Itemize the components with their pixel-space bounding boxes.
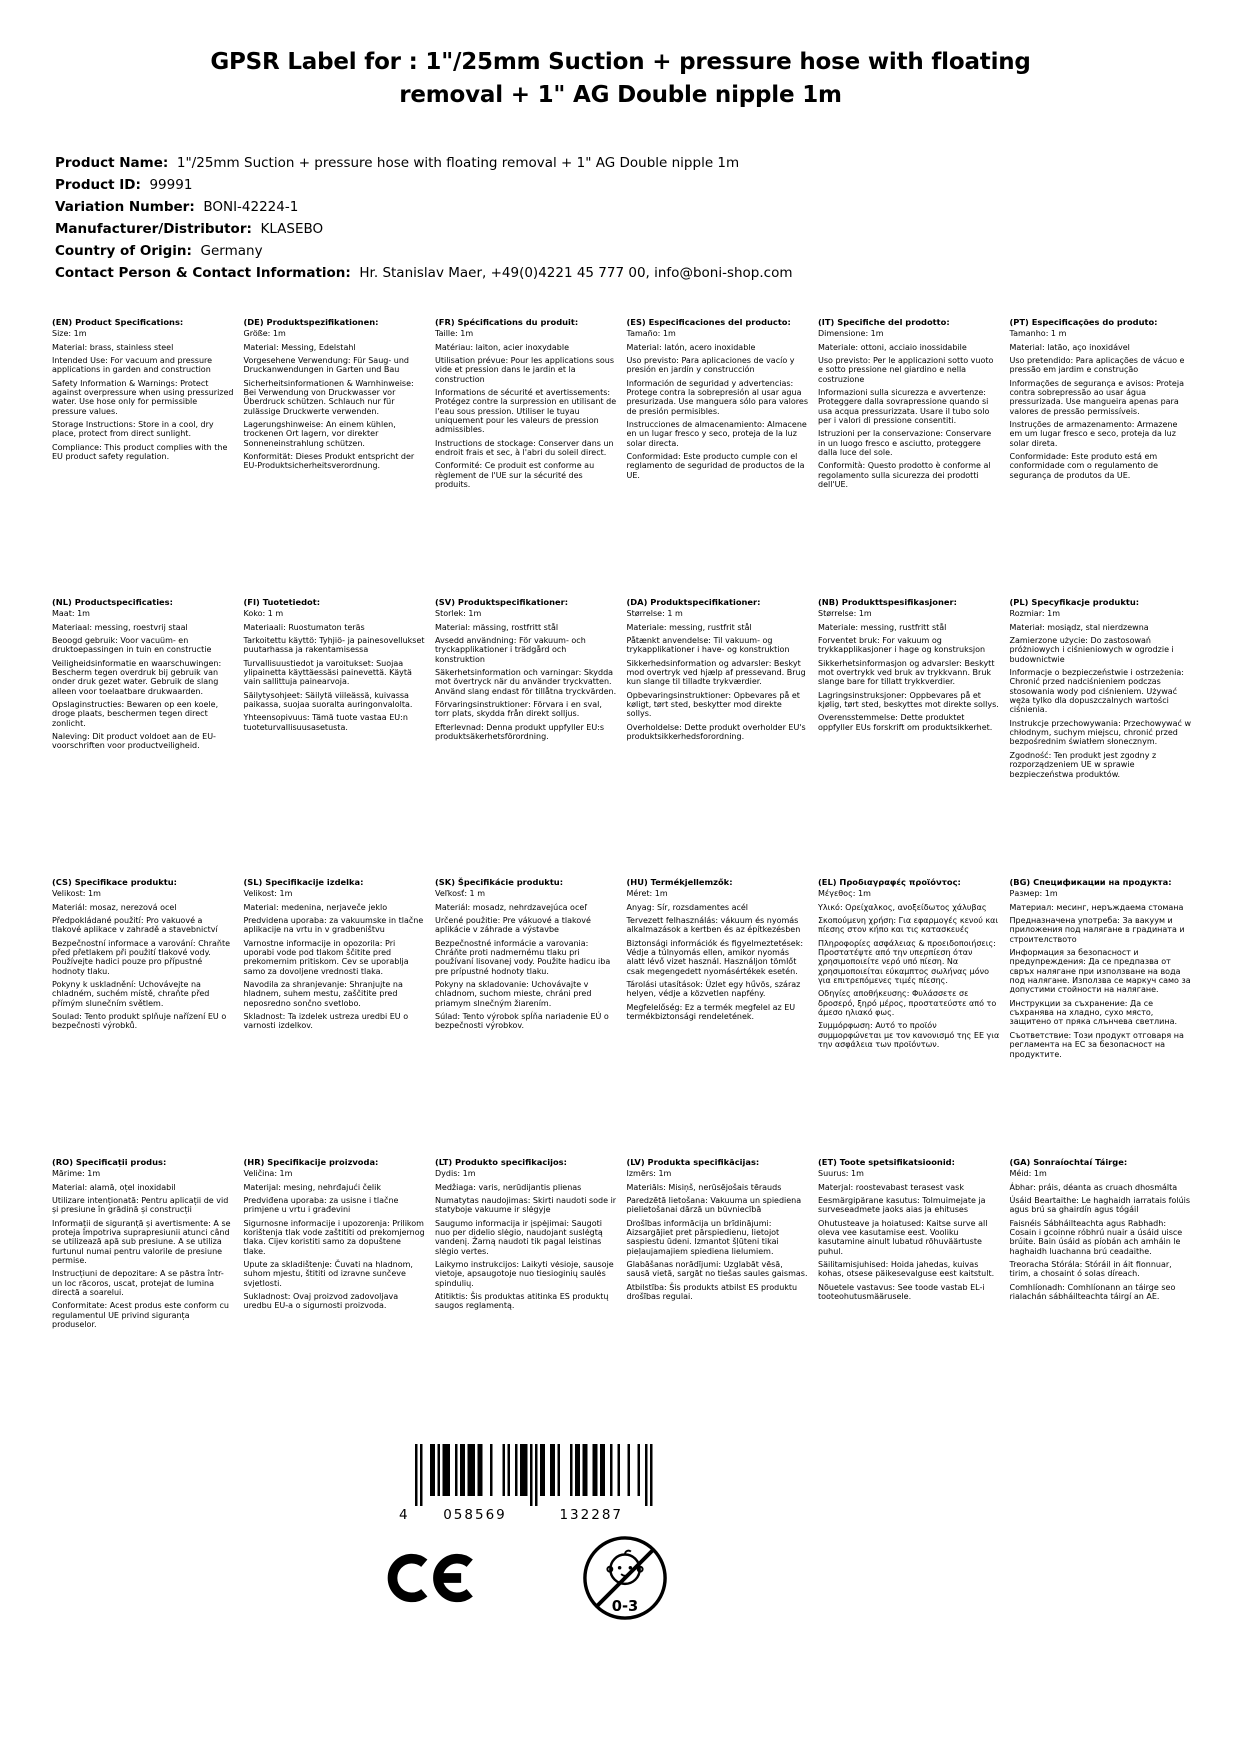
block-paragraph: Información de seguridad y advertencias: Protege contra la sobrepresión al usar agua presurizada. Use manguera sólo para valores de presión permisibles.	[626, 378, 808, 416]
block-paragraph: Größe: 1m	[243, 329, 286, 339]
barcode-prefix-digit: 4	[398, 1507, 410, 1523]
block-paragraph: Atbilstība: Šis produkts atbilst ES produktu drošības regulai.	[626, 1282, 798, 1302]
product-info-label: Country of Origin:	[55, 242, 192, 259]
block-paragraph: Overholdelse: Dette produkt overholder EU's produktsikkerhedsforordning.	[626, 722, 806, 742]
page-title: GPSR Label for : 1"/25mm Suction + pressure hose with floating removal + 1" AG Double nipple 1m	[210, 49, 1031, 108]
block-paragraph: Medžiaga: varis, nerūdijantis plienas	[435, 1182, 582, 1192]
product-info-row	[55, 153, 1241, 175]
block-paragraph: Materiale: ottoni, acciaio inossidabile	[818, 342, 967, 352]
block-paragraph: Informações de segurança e avisos: Proteja contra sobrepressão ao usar água pressurizada. Use mangueira apenas para valores de pressão permissíveis.	[1009, 378, 1184, 416]
block-paragraph: Informacje o bezpieczeństwie i ostrzeżenia: Chronić przed nadciśnieniem podczas stosowania wody pod ciśnieniem. Używać węża tylko dla dopuszczalnych wartości ciśnienia.	[1009, 667, 1184, 715]
block-paragraph: Atitiktis: Šis produktas atitinka ES produktų saugos reglamentą.	[435, 1292, 609, 1311]
barcode-bar	[445, 1444, 448, 1496]
block-paragraph: Pokyny na skladovanie: Uchovávajte v chladnom, suchom mieste, chráni pred priamym slnečným žiarením.	[435, 980, 592, 1008]
block-paragraph: Treoracha Stórála: Stóráil in áit fionnuar, tirim, a chosaint ó solas díreach.	[1009, 1260, 1172, 1279]
barcode-bar	[502, 1444, 505, 1496]
ean13-barcode-icon	[397, 1442, 659, 1522]
block-paragraph: Avsedd användning: För vakuum- och tryckapplikationer i trädgård och konstruktion	[435, 635, 586, 664]
lang-block-lv	[627, 1158, 809, 1438]
barcode	[0, 1442, 1148, 1522]
block-heading: (ET) Toote spetsifikatsioonid:	[818, 1157, 955, 1168]
lang-block-sv	[435, 598, 617, 878]
age-warning-label: 0-3	[611, 1598, 639, 1616]
product-info-value: KLASEBO	[251, 220, 324, 237]
block-paragraph: Varnostne informacije in opozorila: Pri uporabi vode pod tlakom ščitite pred prekomernim pritiskom. Cev se uporablja samo za dovoljene vrednosti tlaka.	[243, 938, 409, 976]
block-heading: (HR) Specifikacije proizvoda:	[243, 1157, 379, 1168]
lang-block-ga	[1010, 1158, 1192, 1438]
barcode-bar	[542, 1444, 545, 1496]
block-paragraph: Sigurnosne informacije i upozorenja: Prilikom korištenja tlak vode zaštititi od prekomjernog tlaka. Cijev koristiti samo za dopuštene tlake.	[243, 1218, 425, 1256]
product-info-value: Hr. Stanislav Maer, +49(0)4221 45 777 00, info@boni-shop.com	[350, 264, 793, 281]
lang-block-fr	[435, 318, 617, 598]
lang-block-es	[627, 318, 809, 598]
block-paragraph: Suurus: 1m	[818, 1169, 864, 1179]
lang-block-pt	[1010, 318, 1192, 598]
block-paragraph: Comhlíonadh: Comhlíonann an táirge seo rialachán sábháilteachta táirgí an AE.	[1009, 1282, 1176, 1302]
barcode-bar	[490, 1444, 493, 1496]
lang-block-nl	[52, 598, 234, 878]
block-paragraph: Súlad: Tento výrobok spĺňa nariadenie EÚ o bezpečnosti výrobkov.	[435, 1012, 609, 1031]
block-paragraph: Veiligheidsinformatie en waarschuwingen: Bescherm tegen overdruk bij gebruik van onder druk gezet water. Gebruik de slang alleen voor toelaatbare drukwaarden.	[52, 658, 222, 696]
lang-block-en	[52, 318, 234, 598]
block-paragraph: Μέγεθος: 1m	[818, 889, 871, 899]
block-paragraph: Opbevaringsinstruktioner: Opbevares på et køligt, tørt sted, beskytter mod direkte sollys.	[626, 690, 800, 719]
barcode-bar	[522, 1444, 525, 1496]
block-heading: (PT) Especificações do produto:	[1009, 317, 1158, 328]
barcode-bar	[650, 1444, 653, 1506]
block-paragraph: Velikost: 1m	[243, 889, 293, 899]
barcode-bar	[602, 1444, 605, 1496]
block-paragraph: Uso previsto: Para aplicaciones de vacío y presión en jardín y construcción	[626, 355, 795, 375]
block-paragraph: Bezpečnostní informace a varování: Chraňte před přetlakem při použití tlakové vody. Používejte hadici pouze pro přípustné hodnoty tlaku.	[52, 938, 231, 976]
block-paragraph: Størrelse: 1 m	[626, 609, 683, 619]
barcode-bar	[472, 1444, 475, 1496]
block-paragraph: Úsáid Beartaithe: Le haghaidh iarratais folúis agus brú sa ghairdín agus tógáil	[1009, 1195, 1191, 1215]
block-paragraph: Turvallisuustiedot ja varoitukset: Suojaa ylipainetta käyttäessäsi painevettä. Käytä vain sallittuja painearvoja.	[243, 658, 412, 687]
block-paragraph: Compliance: This product complies with the EU product safety regulation.	[52, 442, 228, 462]
barcode-bar	[455, 1444, 458, 1496]
barcode-bar	[477, 1444, 480, 1496]
product-info-row	[55, 263, 1241, 285]
barcode-bar	[507, 1444, 510, 1496]
block-paragraph: Conformidad: Este producto cumple con el reglamento de seguridad de productos de la UE.	[626, 452, 805, 480]
block-heading: (SK) Špecifikácie produktu:	[435, 877, 564, 888]
block-heading: (EN) Product Specifications:	[52, 317, 184, 328]
block-paragraph: Informazioni sulla sicurezza e avvertenze: Proteggere dalla sovrapressione quando si usa acqua pressurizzata. Usare il tubo solo per i valori di pressione consentiti.	[818, 387, 990, 426]
block-paragraph: Instrucțiuni de depozitare: A se păstra într-un loc răcoros, uscat, protejat de lumina directă a soarelui.	[52, 1269, 224, 1298]
block-heading: (PL) Specyfikacje produktu:	[1009, 597, 1140, 608]
block-heading: (SL) Specifikacije izdelka:	[243, 877, 364, 888]
block-paragraph: Zgodność: Ten produkt jest zgodny z rozporządzeniem UE w sprawie bezpieczeństwa produktów.	[1009, 750, 1157, 779]
block-paragraph: Biztonsági információk és figyelmeztetések: Védje a túlnyomás ellen, amikor nyomás alatt lévő vizet használ. Használjon tömlőt csak megengedett nyomásértékek esetén.	[626, 938, 804, 976]
block-paragraph: Tervezett felhasználás: vákuum és nyomás alkalmazások a kertben és az építkezésben	[626, 915, 801, 935]
block-paragraph: Instrukcje przechowywania: Przechowywać w chłodnym, suchym miejscu, chronić przed bezpośrednim światłem słonecznym.	[1009, 718, 1191, 747]
block-paragraph: Predviđena uporaba: za usisne i tlačne primjene u vrtu i građevini	[243, 1195, 399, 1215]
lang-block-et	[818, 1158, 1000, 1438]
lang-block-el	[818, 878, 1000, 1158]
block-paragraph: Sukladnost: Ovaj proizvod zadovoljava uredbu EU-a o sigurnosti proizvoda.	[243, 1292, 399, 1311]
block-paragraph: Uso previsto: Per le applicazioni sotto vuoto e sotto pressione nel giardino e nella costruzione	[818, 355, 994, 384]
product-info-value: 1"/25mm Suction + pressure hose with floating removal + 1" AG Double nipple 1m	[168, 155, 740, 172]
block-paragraph: Οδηγίες αποθήκευσης: Φυλάσσετε σε δροσερό, ξηρό μέρος, προστατεύστε από το άμεσο ηλιακό φως.	[818, 989, 997, 1018]
block-paragraph: Numatytas naudojimas: Skirti naudoti sode ir statyboje vakuume ir slėgyje	[435, 1195, 617, 1215]
block-paragraph: Tamaño: 1m	[626, 329, 676, 339]
block-heading: (DE) Produktspezifikationen:	[243, 317, 379, 328]
block-heading: (DA) Produktspecifikationer:	[626, 597, 761, 608]
block-paragraph: Conformitate: Acest produs este conform cu regulamentul UE privind siguranța produselor.	[52, 1301, 229, 1330]
block-paragraph: Skladnost: Ta izdelek ustreza uredbi EU o varnosti izdelkov.	[243, 1012, 409, 1031]
block-heading: (LV) Produkta specifikācijas:	[626, 1157, 760, 1168]
barcode-bar	[585, 1444, 588, 1496]
product-info-value: BONI-42224-1	[194, 199, 299, 216]
block-paragraph: Koko: 1 m	[243, 609, 284, 619]
block-paragraph: Mărime: 1m	[52, 1169, 101, 1179]
lang-block-pl	[1010, 598, 1192, 878]
product-info-label: Variation Number:	[55, 199, 195, 216]
block-paragraph: Materjal: roostevabast terasest vask	[818, 1182, 964, 1192]
lang-block-sk	[435, 878, 617, 1158]
block-paragraph: Instrucciones de almacenamiento: Almacene en un lugar fresco y seco, proteja de la luz solar directa.	[626, 420, 807, 448]
block-paragraph: Upute za skladištenje: Čuvati na hladnom, suhom mjestu, štititi od izravne sunčeve svjetlosti.	[243, 1260, 413, 1288]
lang-block-hu	[627, 878, 809, 1158]
block-paragraph: Инструкции за съхранение: Да се съхранява на хладно, сухо място, защитено от пряка слънчева светлина.	[1009, 998, 1178, 1027]
block-paragraph: Maat: 1m	[52, 609, 90, 619]
block-paragraph: Instructions de stockage: Conserver dans un endroit frais et sec, à l'abri du soleil direct.	[435, 438, 614, 458]
block-paragraph: Faisnéis Sábháilteachta agus Rabhadh: Cosain i gcoinne róbhrú nuair a úsáid uisce brúite. Bain úsáid as píobán ach amháin le haghaidh luachanna brú ceadaithe.	[1009, 1218, 1183, 1256]
block-paragraph: Информация за безопасност и предупреждения: Да се предпазва от свръх налягане при използване на вода под налягане. Използва се маркуч само за допустими стойности на налягане.	[1009, 947, 1191, 995]
block-paragraph: Paredzētā lietošana: Vakuuma un spiediena pielietošanai dārzā un būvniecībā	[626, 1195, 802, 1215]
product-info	[55, 153, 1241, 284]
block-paragraph: Sicherheitsinformationen & Warnhinweise: Bei Verwendung von Druckwasser vor Überdruck schützen. Schlauch nur für zulässige Druckwerte verwenden.	[243, 378, 414, 416]
block-paragraph: Megfelelőség: Ez a termék megfelel az EU termékbiztonsági rendeletének.	[626, 1002, 796, 1022]
block-paragraph: Zamierzone użycie: Do zastosowań próżniowych i ciśnieniowych w ogrodzie i budownictwie	[1009, 635, 1174, 664]
block-paragraph: Material: Messing, Edelstahl	[243, 342, 356, 352]
block-paragraph: Navodila za shranjevanje: Shranjujte na hladnem, suhem mestu, zaščitite pred neposredno sončno svetlobo.	[243, 980, 403, 1008]
block-paragraph: Eesmärgipärane kasutus: Tolmuimejate ja surveseadmete jaoks aias ja ehituses	[818, 1195, 986, 1215]
block-heading: (EL) Προδιαγραφές προϊόντος:	[818, 877, 961, 888]
block-paragraph: Tarkoitettu käyttö: Tyhjiö- ja painesovellukset puutarhassa ja rakentamisessa	[243, 635, 425, 655]
barcode-bar	[552, 1444, 555, 1496]
block-paragraph: Ohutusteave ja hoiatused: Kaitse surve all oleva vee kasutamise eest. Vooliku kasutamine ainult lubatud rõhuväärtuste puhul.	[818, 1218, 988, 1256]
product-info-label: Contact Person & Contact Information:	[55, 264, 351, 281]
block-paragraph: Säilitamisjuhised: Hoida jahedas, kuivas kohas, otsese päikesevalguse eest kaitstult.	[818, 1260, 995, 1279]
block-paragraph: Uso pretendido: Para aplicações de vácuo e pressão em jardim e construção	[1009, 355, 1185, 375]
block-paragraph: Säilytysohjeet: Säilytä viileässä, kuivassa paikassa, suojaa suoralta auringonvalolta.	[243, 690, 413, 710]
barcode-bar	[525, 1444, 528, 1496]
barcode-bar	[530, 1444, 533, 1506]
barcode-right-digits: 132287	[558, 1507, 623, 1523]
barcode-bar	[460, 1444, 463, 1496]
block-paragraph: Utilisation prévue: Pour les applications sous vide et pression dans le jardin et la construction	[435, 355, 615, 384]
block-paragraph: Yhteensopivuus: Tämä tuote vastaa EU:n tuoteturvallisuusasetusta.	[243, 713, 408, 732]
block-paragraph: Materiál: mosadz, nehrdzavejúca oceľ	[435, 902, 588, 912]
block-paragraph: Υλικό: Ορείχαλκος, ανοξείδωτος χάλυβας	[818, 902, 987, 912]
block-paragraph: Σκοπούμενη χρήση: Για εφαρμογές κενού και πίεσης στον κήπο και τις κατασκευές	[818, 915, 999, 935]
block-paragraph: Méret: 1m	[626, 889, 668, 899]
lang-block-bg	[1010, 878, 1192, 1158]
block-paragraph: Saugumo informacija ir įspėjimai: Saugoti nuo per didelio slėgio, naudojant suslėgtą vandenį. Žarną naudoti tik pagal leistinas slėgio vertes.	[435, 1218, 603, 1256]
block-paragraph: Anyag: Sír, rozsdamentes acél	[626, 902, 749, 912]
block-paragraph: Материал: месинг, неръждаема стомана	[1009, 902, 1184, 912]
block-paragraph: Säkerhetsinformation och varningar: Skydda mot övertryck när du använder tryckvatten. Använd slang endast för tillåtna tryckvärden.	[435, 667, 617, 696]
block-paragraph: Tárolási utasítások: Üzlet egy hűvös, száraz helyen, védje a közvetlen napfény.	[626, 980, 801, 999]
block-paragraph: Material: latão, aço inoxidável	[1009, 342, 1130, 352]
block-paragraph: Förvaringsinstruktioner: Förvara i en sval, torr plats, skydda från direkt solljus.	[435, 700, 602, 719]
block-paragraph: Konformität: Dieses Produkt entspricht der EU-Produktsicherheitsverordnung.	[243, 452, 415, 471]
block-paragraph: Storage Instructions: Store in a cool, dry place, protect from direct sunlight.	[52, 420, 214, 439]
block-heading: (NL) Productspecificaties:	[52, 597, 173, 608]
barcode-bar	[462, 1444, 465, 1496]
block-heading: (LT) Produkto specifikacijos:	[435, 1157, 567, 1168]
block-paragraph: Размер: 1m	[1009, 889, 1058, 899]
block-paragraph: Materiał: mosiądz, stal nierdzewna	[1009, 622, 1149, 632]
barcode-bar	[467, 1444, 470, 1496]
block-heading: (SV) Produktspecifikationer:	[435, 597, 569, 608]
block-paragraph: Beoogd gebruik: Voor vacuüm- en druktoepassingen in tuin en constructie	[52, 635, 212, 655]
barcode-bar	[600, 1444, 603, 1496]
block-paragraph: Safety Information & Warnings: Protect against overpressure when using pressurized water. Use hose only for permissible pressure values.	[52, 378, 234, 416]
block-paragraph: Påtænkt anvendelse: Til vakuum- og trykapplikationer i have- og konstruktion	[626, 635, 790, 655]
block-paragraph: Πληροφορίες ασφάλειας & προειδοποιήσεις: Προστατέψτε από την υπερπίεση όταν χρησιμοποιείτε νερό υπό πίεση. Να χρησιμοποιείται εύκαμπτος σωλήνας μόνο για επιτρεπόμενες τιμές πίεσης.	[818, 938, 996, 986]
block-paragraph: Glabāšanas norādījumi: Uzglabāt vēsā, sausā vietā, sargāt no tiešas saules gaismas.	[626, 1260, 808, 1279]
barcode-bar	[575, 1444, 578, 1496]
block-heading: (RO) Specificații produs:	[52, 1157, 167, 1168]
barcode-bar	[437, 1444, 440, 1496]
lang-block-de	[244, 318, 426, 598]
block-paragraph: Съответствие: Този продукт отговаря на регламента на ЕС за безопасност на продуктите.	[1009, 1030, 1184, 1059]
block-paragraph: Intended Use: For vacuum and pressure applications in garden and construction	[52, 355, 213, 375]
block-paragraph: Material: mässing, rostfritt stål	[435, 622, 559, 632]
block-paragraph: Materiaali: Ruostumaton teräs	[243, 622, 365, 632]
block-paragraph: Предназначена употреба: За вакуум и приложения под налягане в градината и строителството	[1009, 915, 1185, 944]
barcode-bar	[447, 1444, 450, 1496]
block-paragraph: Dimensione: 1m	[818, 329, 884, 339]
lang-block-cs	[52, 878, 234, 1158]
block-paragraph: Taille: 1m	[435, 329, 474, 339]
block-paragraph: Veličina: 1m	[243, 1169, 293, 1179]
barcode-bar	[557, 1444, 560, 1496]
block-paragraph: Ábhar: práis, déanta as cruach dhosmálta	[1009, 1182, 1178, 1192]
block-paragraph: Laikymo instrukcijos: Laikyti vėsioje, sausoje vietoje, apsaugotoje nuo tiesioginių saulės spindulių.	[435, 1260, 614, 1288]
age-warning-0-3-icon	[581, 1534, 669, 1622]
product-info-row	[55, 241, 1241, 263]
barcode-bar	[535, 1444, 538, 1506]
lang-block-fi	[244, 598, 426, 878]
product-info-value: 99991	[140, 177, 193, 194]
block-paragraph: Rozmiar: 1m	[1009, 609, 1060, 619]
block-paragraph: Efterlevnad: Denna produkt uppfyller EU:s produktsäkerhetsförordning.	[435, 722, 605, 742]
block-paragraph: Sikkerhetsinformasjon og advarsler: Beskytt mot overtrykk ved bruk av trykkvann. Bruk slange bare for tillatt trykkverdier.	[818, 658, 995, 687]
barcode-bar	[442, 1444, 445, 1496]
block-heading: (NB) Produkttspesifikasjoner:	[818, 597, 957, 608]
block-heading: (FR) Spécifications du produit:	[435, 317, 579, 328]
block-paragraph: Naleving: Dit product voldoet aan de EU-voorschriften voor productveiligheid.	[52, 732, 216, 751]
block-paragraph: Conformidade: Este produto está em conformidade com o regulamento de segurança de produtos da UE.	[1009, 452, 1158, 480]
product-info-label: Product ID:	[55, 177, 141, 194]
block-paragraph: Conformità: Questo prodotto è conforme al regolamento sulla sicurezza dei prodotti dell'UE.	[818, 461, 991, 490]
barcode-bar	[415, 1444, 418, 1506]
product-info-row	[55, 197, 1241, 219]
block-paragraph: Určené použitie: Pre vákuové a tlakové aplikácie v záhrade a výstavbe	[435, 915, 591, 935]
barcode-bar	[570, 1444, 573, 1496]
block-paragraph: Pokyny k uskladnění: Uchovávejte na chladném, suchém místě, chraňte před přímým slunečním světlem.	[52, 980, 210, 1008]
barcode-bar	[540, 1444, 543, 1496]
block-paragraph: Istruzioni per la conservazione: Conservare in un luogo fresco e asciutto, proteggere dalla luce del sole.	[818, 429, 992, 458]
block-paragraph: Συμμόρφωση: Αυτό το προϊόν συμμορφώνεται με τον κανονισμό της ΕΕ για την ασφάλεια των προϊόντων.	[818, 1021, 1000, 1050]
product-info-label: Product Name:	[55, 155, 169, 172]
block-paragraph: Utilizare intenționată: Pentru aplicații de vid și presiune în grădină și construcții	[52, 1195, 229, 1215]
lang-block-it	[818, 318, 1000, 598]
block-paragraph: Size: 1m	[52, 329, 87, 339]
product-info-value: Germany	[191, 242, 263, 259]
block-paragraph: Materiale: messing, rustfritt stål	[818, 622, 947, 632]
block-heading: (BG) Спецификации на продукта:	[1009, 877, 1172, 888]
block-paragraph: Lagringsinstruksjoner: Oppbevares på et kjølig, tørt sted, beskyttes mot direkte sollys.	[818, 690, 999, 710]
block-paragraph: Materijal: mesing, nehrđajući čelik	[243, 1182, 381, 1192]
block-paragraph: Tamanho: 1 m	[1009, 329, 1067, 339]
block-paragraph: Opslaginstructies: Bewaren op een koele, droge plaats, beschermen tegen direct zonlicht.	[52, 700, 219, 728]
block-paragraph: Vorgesehene Verwendung: Für Saug- und Druckanwendungen in Garten und Bau	[243, 355, 409, 375]
barcode-bar	[520, 1444, 523, 1496]
block-paragraph: Størrelse: 1m	[818, 609, 872, 619]
barcode-bar	[582, 1444, 585, 1496]
block-paragraph: Material: alamă, oțel inoxidabil	[52, 1182, 176, 1192]
block-paragraph: Materiale: messing, rustfrit stål	[626, 622, 752, 632]
block-paragraph: Drošības informācija un brīdinājumi: Aizsargājiet pret pārspiedienu, lietojot saspiestu ūdeni. Izmantot šļūteni tikai pieļaujamajiem spiediena lielumiem.	[626, 1218, 780, 1256]
block-paragraph: Lagerungshinweise: An einem kühlen, trockenen Ort lagern, vor direkter Sonneneinstrahlung schützen.	[243, 420, 396, 448]
block-paragraph: Material: medenina, nerjaveče jeklo	[243, 902, 388, 912]
lang-block-lt	[435, 1158, 617, 1438]
barcode-bar	[550, 1444, 553, 1496]
product-info-row	[55, 219, 1241, 241]
barcode-left-digits: 058569	[442, 1507, 507, 1523]
block-paragraph: Materiāls: Misiņš, nerūsējošais tērauds	[626, 1182, 782, 1192]
product-info-row	[55, 175, 1241, 197]
block-paragraph: Nõuetele vastavus: See toode vastab EL-i tooteohutusmäärusele.	[818, 1282, 985, 1302]
block-paragraph: Velikost: 1m	[52, 889, 101, 899]
block-paragraph: Informații de siguranță și avertismente: A se proteja împotriva suprapresiunii atunci când se utilizează apă sub presiune. A se utiliza furtunul numai pentru valorile de presiune permise.	[52, 1218, 231, 1266]
symbols-row	[0, 1534, 1148, 1622]
product-info-label: Manufacturer/Distributor:	[55, 220, 252, 237]
barcode-bar	[610, 1444, 613, 1496]
barcode-bar	[592, 1444, 595, 1496]
block-paragraph: Predvidena uporaba: za vakuumske in tlačne aplikacije na vrtu in v gradbeništvu	[243, 915, 424, 935]
block-paragraph: Sikkerhedsinformation og advarsler: Beskyt mod overtryk ved hjælp af pressevand. Brug kun slange til tilladte trykværdier.	[626, 658, 806, 687]
block-paragraph: Soulad: Tento produkt splňuje nařízení EU o bezpečnosti výrobků.	[52, 1012, 227, 1031]
block-paragraph: Předpokládané použití: Pro vakuové a tlakové aplikace v zahradě a stavebnictví	[52, 915, 218, 935]
lang-block-ro	[52, 1158, 234, 1438]
block-paragraph: Overensstemmelse: Dette produktet oppfyller EUs forskrift om produktsikkerhet.	[818, 713, 993, 732]
block-paragraph: Bezpečnostné informácie a varovania: Chráňte proti nadmernému tlaku pri používaní lisovanej vody. Použite hadicu iba pre prípustné hodnoty tlaku.	[435, 938, 611, 976]
block-paragraph: Dydis: 1m	[435, 1169, 476, 1179]
barcode-bar	[432, 1444, 435, 1496]
block-heading: (ES) Especificaciones del producto:	[626, 317, 791, 328]
language-blocks-grid	[52, 318, 1191, 1438]
block-heading: (CS) Specifikace produktu:	[52, 877, 177, 888]
lang-block-nb	[818, 598, 1000, 878]
block-paragraph: Veľkosť: 1 m	[435, 889, 485, 899]
barcode-bar	[515, 1444, 518, 1496]
block-paragraph: Forventet bruk: For vakuum og trykkapplikasjoner i hage og konstruksjon	[818, 635, 986, 655]
block-heading: (HU) Termékjellemzők:	[626, 877, 733, 888]
block-paragraph: Storlek: 1m	[435, 609, 482, 619]
barcode-bar	[577, 1444, 580, 1496]
barcode-bar	[645, 1444, 648, 1506]
lang-block-hr	[244, 1158, 426, 1438]
block-paragraph: Conformité: Ce produit est conforme au règlement de l'UE sur la sécurité des produits.	[435, 461, 595, 490]
block-heading: (FI) Tuotetiedot:	[243, 597, 321, 608]
barcode-bar	[430, 1444, 433, 1496]
block-paragraph: Méid: 1m	[1009, 1169, 1047, 1179]
block-paragraph: Materiaal: messing, roestvrij staal	[52, 622, 188, 632]
block-paragraph: Instruções de armazenamento: Armazene em um lugar fresco e seco, proteja da luz solar direta.	[1009, 420, 1178, 448]
block-heading: (GA) Sonraíochtaí Táirge:	[1009, 1157, 1128, 1168]
block-paragraph: Matériau: laiton, acier inoxydable	[435, 342, 570, 352]
ce-mark-icon	[386, 1549, 486, 1607]
lang-block-da	[627, 598, 809, 878]
block-heading: (IT) Specifiche del prodotto:	[818, 317, 950, 328]
lang-block-sl	[244, 878, 426, 1158]
block-paragraph: Izmērs: 1m	[626, 1169, 672, 1179]
block-paragraph: Materiál: mosaz, nerezová ocel	[52, 902, 177, 912]
barcode-bar	[470, 1444, 473, 1496]
block-paragraph: Informations de sécurité et avertissements: Protégez contre la surpression en utilisant de l'eau sous pression. Utiliser le tuyau uniquement pour les valeurs de pression admissibles.	[435, 387, 617, 435]
barcode-bar	[480, 1444, 483, 1496]
barcode-bar	[595, 1444, 598, 1496]
barcode-bar	[617, 1444, 620, 1496]
block-paragraph: Material: latón, acero inoxidable	[626, 342, 756, 352]
block-paragraph: Material: brass, stainless steel	[52, 342, 174, 352]
barcode-bar	[420, 1444, 423, 1506]
barcode-bar	[627, 1444, 630, 1496]
barcode-bar	[637, 1444, 640, 1496]
